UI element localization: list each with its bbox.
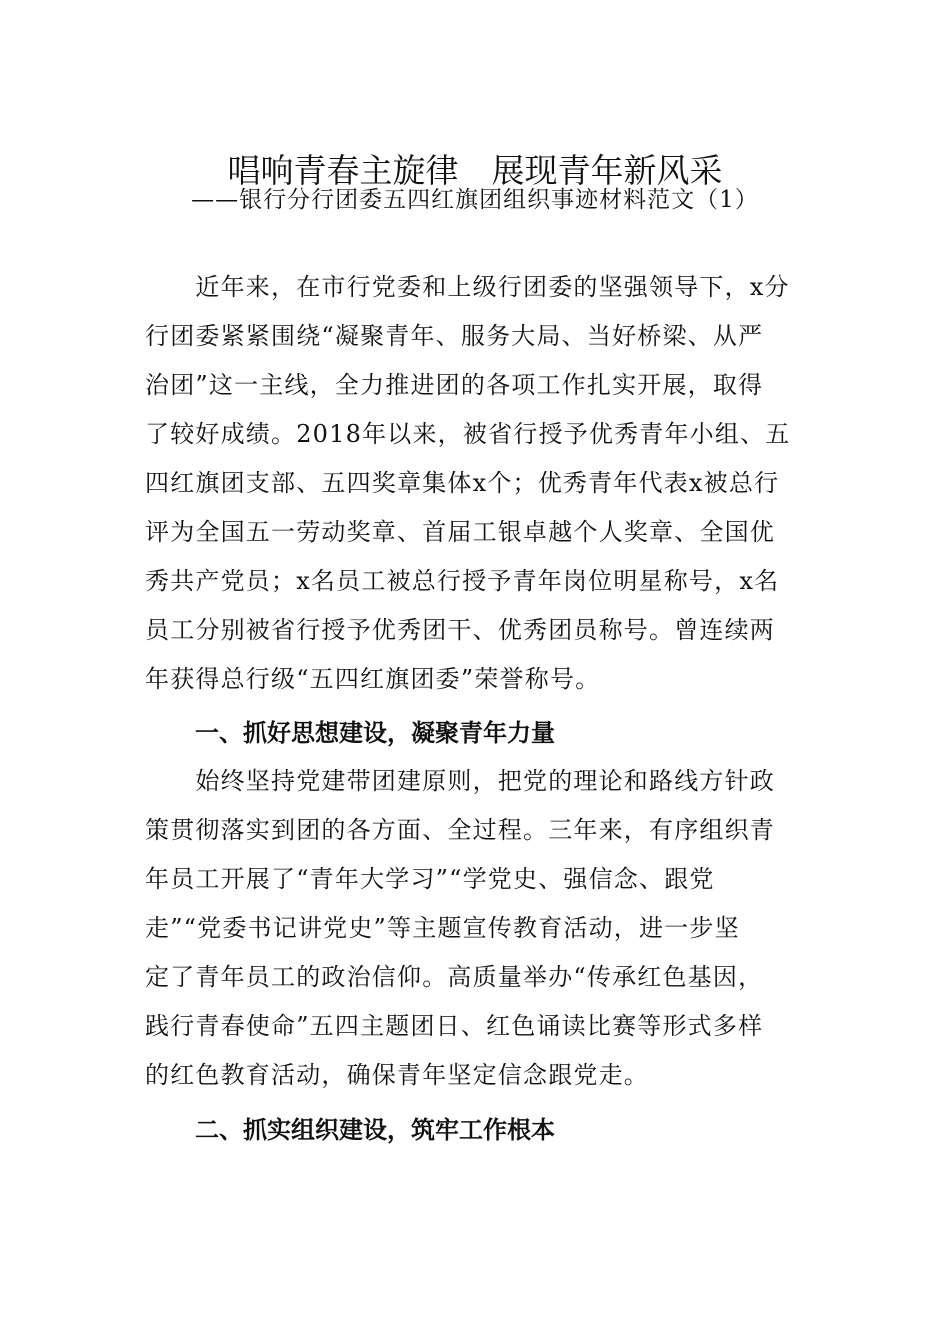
paragraph-line: 员工分别被省行授予优秀团干、优秀团员称号。曾连续两 [145, 616, 775, 644]
section1-paragraph [145, 757, 810, 1100]
paragraph-line: 年员工开展了“青年大学习”“学党史、强信念、跟党 [145, 865, 715, 893]
paragraph-line: 践行青春使命”五四主题团日、红色诵读比赛等形式多样 [145, 1012, 764, 1040]
section-heading-1: 一、抓好思想建设，凝聚青年力量 [195, 719, 555, 747]
paragraph-line: 定了青年员工的政治信仰。高质量举办“传承红色基因， [145, 963, 764, 991]
paragraph-line: 近年来，在市行党委和上级行团委的坚强领导下，x分 [145, 273, 790, 301]
paragraph-line: 四红旗团支部、五四奖章集体x个；优秀青年代表x被总行 [145, 469, 780, 497]
document-subtitle: ——银行分行团委五四红旗团组织事迹材料范文（1） [191, 187, 759, 213]
paragraph-line: 秀共产党员；x名员工被总行授予青年岗位明星称号，x名 [145, 567, 780, 595]
paragraph-line: 走”“党委书记讲党史”等主题宣传教育活动，进一步坚 [145, 914, 740, 942]
paragraph-line: 了较好成绩。2018年以来，被省行授予优秀青年小组、五 [145, 420, 791, 448]
paragraph-line: 治团”这一主线，全力推进团的各项工作扎实开展，取得 [145, 371, 764, 399]
document-title: 唱响青春主旋律 展现青年新风采 [227, 151, 723, 190]
paragraph-line: 始终坚持党建带团建原则，把党的理论和路线方针政 [145, 767, 775, 795]
section-heading-2: 二、抓实组织建设，筑牢工作根本 [195, 1116, 555, 1144]
paragraph-line: 的红色教育活动，确保青年坚定信念跟党走。 [145, 1061, 649, 1089]
paragraph-line: 行团委紧紧围绕“凝聚青年、服务大局、当好桥梁、从严 [145, 322, 764, 350]
paragraph-line: 评为全国五一劳动奖章、首届工银卓越个人奖章、全国优 [145, 518, 775, 546]
paragraph-line: 年获得总行级“五四红旗团委”荣誉称号。 [145, 665, 601, 693]
intro-paragraph [145, 263, 810, 704]
paragraph-line: 策贯彻落实到团的各方面、全过程。三年来，有序组织青 [145, 816, 775, 844]
